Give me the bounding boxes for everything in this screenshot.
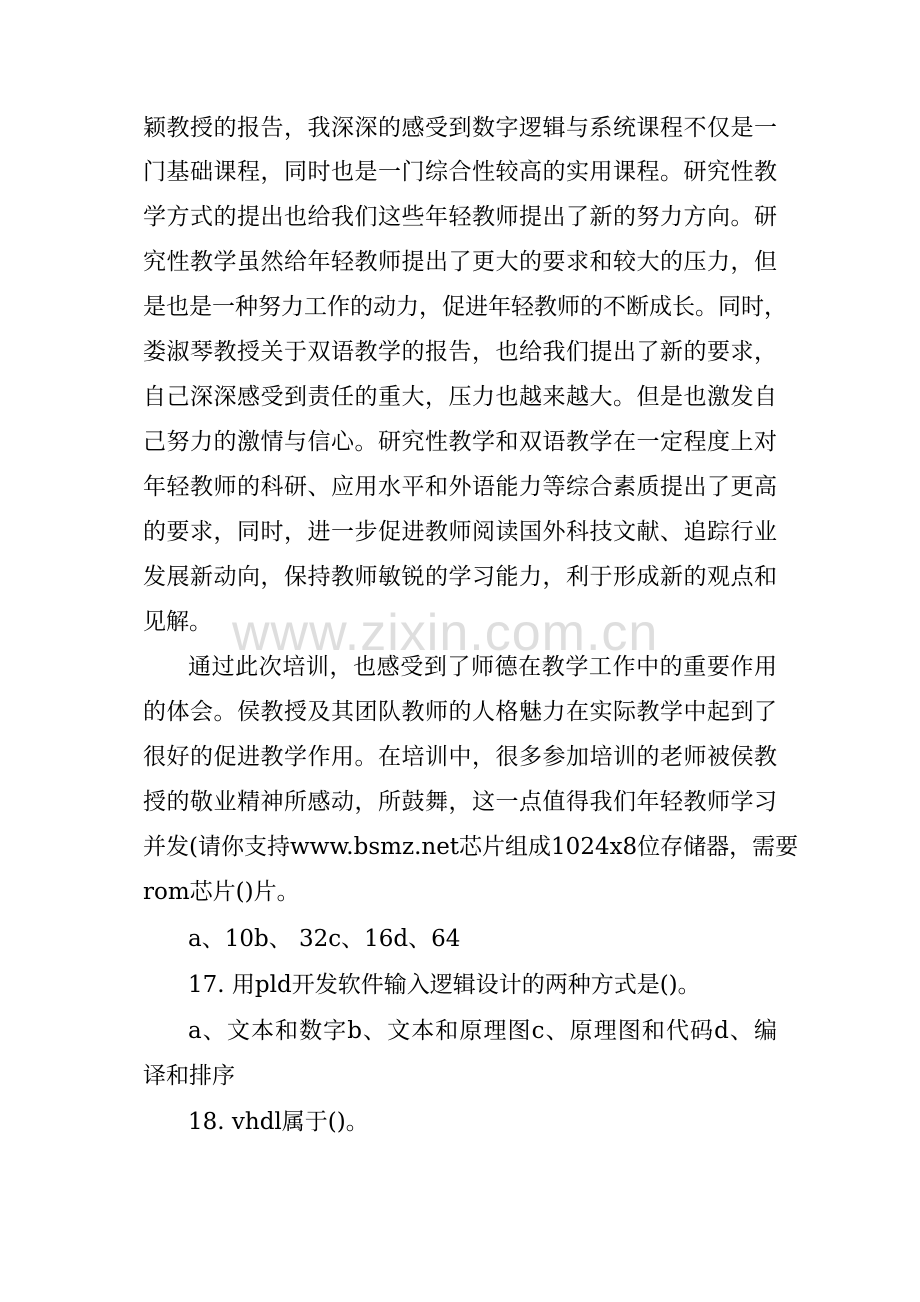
- answer-options: a、文本和数字b、文本和原理图c、原理图和代码d、编: [188, 1018, 777, 1044]
- paragraph-line: 娄淑琴教授关于双语教学的报告，也给我们提出了新的要求，: [143, 339, 777, 365]
- paragraph-line: rom芯片()片。: [143, 879, 300, 905]
- paragraph-line: 授的敬业精神所感动，所鼓舞，这一点值得我们年轻教师学习: [143, 789, 777, 815]
- paragraph-line: 并发(请你支持www.bsmz.net芯片组成1024x8位存储器，需要: [143, 834, 799, 860]
- paragraph-line: 己努力的激情与信心。研究性教学和双语教学在一定程度上对: [143, 429, 777, 455]
- paragraph-line: 年轻教师的科研、应用水平和外语能力等综合素质提出了更高: [143, 474, 777, 500]
- paragraph-line: 门基础课程，同时也是一门综合性较高的实用课程。研究性教: [143, 159, 777, 185]
- paragraph-line: 自己深深感受到责任的重大，压力也越来越大。但是也激发自: [143, 384, 777, 410]
- question-18: 18. vhdl属于()。: [188, 1109, 369, 1135]
- paragraph-line: 很好的促进教学作用。在培训中，很多参加培训的老师被侯教: [143, 744, 777, 770]
- paragraph-line: 的体会。侯教授及其团队教师的人格魅力在实际教学中起到了: [143, 699, 777, 725]
- question-17: 17. 用pld开发软件输入逻辑设计的两种方式是()。: [188, 972, 701, 998]
- watermark: www.zixin.com.cn: [232, 604, 659, 662]
- paragraph-line: 通过此次培训，也感受到了师德在教学工作中的重要作用: [188, 654, 777, 680]
- answer-options: 译和排序: [143, 1063, 235, 1089]
- paragraph-line: 学方式的提出也给我们这些年轻教师提出了新的努力方向。研: [143, 204, 777, 230]
- answer-options: a、10b、 32c、16d、64: [188, 926, 461, 952]
- paragraph-line: 发展新动向，保持教师敏锐的学习能力，利于形成新的观点和: [143, 564, 777, 590]
- paragraph-line: 的要求，同时，进一步促进教师阅读国外科技文献、追踪行业: [143, 519, 777, 545]
- paragraph-line: 究性教学虽然给年轻教师提出了更大的要求和较大的压力，但: [143, 249, 777, 275]
- paragraph-line: 见解。: [143, 609, 212, 635]
- paragraph-line: 颖教授的报告，我深深的感受到数字逻辑与系统课程不仅是一: [143, 115, 777, 141]
- paragraph-line: 是也是一种努力工作的动力，促进年轻教师的不断成长。同时，: [143, 294, 787, 320]
